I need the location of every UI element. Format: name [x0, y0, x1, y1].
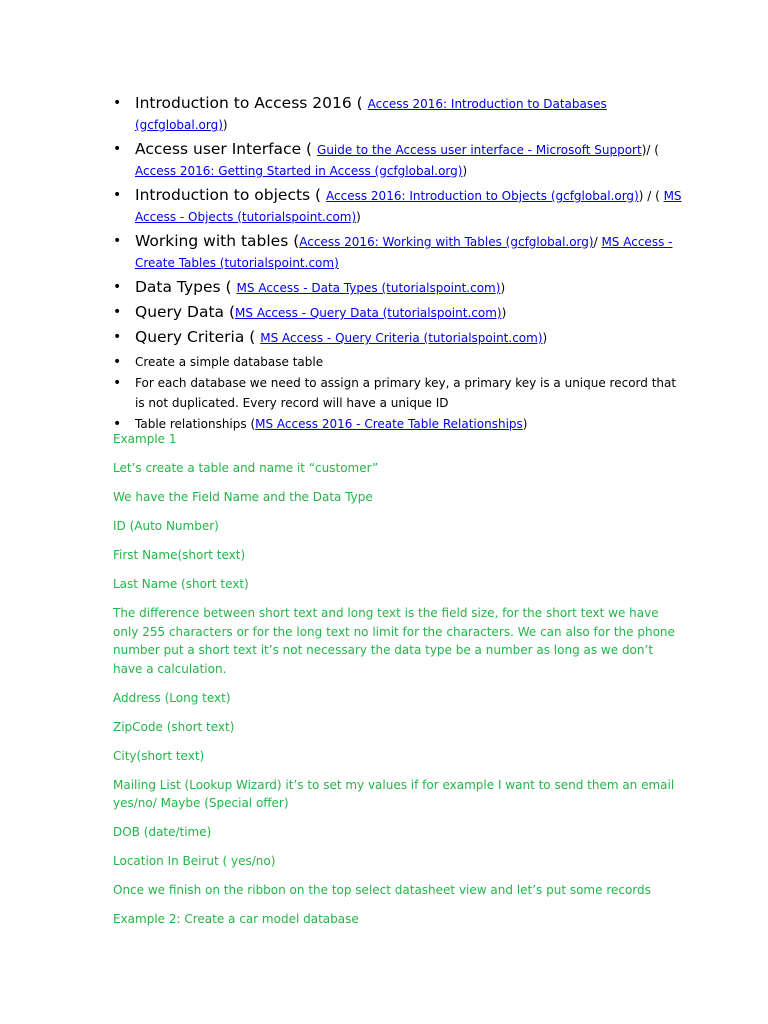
note-paragraph: We have the Field Name and the Data Type [113, 490, 373, 504]
topic-title: Introduction to Access 2016 ( [135, 94, 363, 112]
topic-title: Data Types ( [135, 278, 232, 296]
note-paragraph: ZipCode (short text) [113, 719, 235, 734]
topic-link[interactable]: Access 2016: Working with Tables (gcfglobal.org) [299, 235, 594, 249]
topic-link[interactable]: Guide to the Access user interface - Microsoft Support [317, 143, 642, 157]
topic-item [113, 277, 683, 298]
note-paragraph: First Name(short text) [113, 548, 246, 562]
note-paragraph: ID (Auto Number) [113, 519, 219, 533]
note-paragraph: The difference between short text and long text is the field size, for the short text we have only 255 characters or for the long text no limit for the characters. We can also for the phone number put a short text it’s not necessary the data type be a number as long as we don’t have a calculation. [113, 606, 675, 676]
separator: ) [542, 331, 548, 345]
topic-item [113, 93, 683, 135]
topic-item [113, 231, 683, 273]
topic-title: Query Data ( [135, 303, 236, 321]
separator: )/ ( [641, 143, 659, 157]
separator: ) [522, 417, 528, 431]
note-paragraph: Mailing List (Lookup Wizard) it’s to set my values if for example I want to send them an email yes/no/ Maybe (Special offer) [113, 777, 675, 810]
topic-link[interactable]: Access 2016: Introduction to Objects (gcfglobal.org) [326, 189, 639, 203]
list-item-text: For each database we need to assign a primary key, a primary key is a unique record that is not duplicated. Every record will have a unique ID [135, 376, 677, 410]
list-item [113, 352, 683, 372]
topic-item [113, 185, 683, 227]
bullet-icon: • [113, 329, 122, 345]
separator: ) [222, 118, 228, 132]
topic-title: Query Criteria ( [135, 328, 256, 346]
notes-section [113, 430, 678, 939]
separator: ) / ( [638, 189, 664, 203]
list-item-text: Create a simple database table [135, 355, 324, 369]
note-paragraph: Location In Beirut ( yes/no) [113, 854, 276, 868]
note-paragraph: DOB (date/time) [113, 825, 212, 839]
list-item [113, 373, 683, 413]
list-item-text: Table relationships ( [135, 417, 256, 431]
topic-link[interactable]: MS Access - Query Data (tutorialspoint.com) [235, 306, 502, 320]
note-paragraph: Example 1 [113, 432, 177, 446]
topic-link[interactable]: MS Access - Data Types (tutorialspoint.com) [236, 281, 501, 295]
separator: ) [501, 306, 507, 320]
topic-link[interactable]: MS Access - Query Criteria (tutorialspoint.com) [260, 331, 543, 345]
topic-item [113, 302, 683, 323]
bullet-icon: • [113, 416, 122, 432]
note-paragraph: City(short text) [113, 748, 205, 763]
topic-item [113, 139, 683, 181]
bullet-icon: • [113, 95, 122, 111]
relationships-link[interactable]: MS Access 2016 - Create Table Relationships [255, 417, 523, 431]
bullet-icon: • [113, 304, 122, 320]
note-paragraph: Once we finish on the ribbon on the top select datasheet view and let’s put some records [113, 883, 651, 897]
topic-link[interactable]: Access 2016: Getting Started in Access (gcfglobal.org) [135, 164, 463, 178]
topic-list [113, 93, 683, 435]
note-paragraph: Example 2: Create a car model database [113, 912, 359, 926]
topic-link[interactable]: Access 2016: Introduction to Databases (gcfglobal.org) [135, 97, 607, 132]
note-paragraph: Last Name (short text) [113, 577, 249, 591]
separator: ) [356, 210, 361, 224]
bullet-icon: • [113, 354, 122, 370]
topic-item [113, 327, 683, 348]
note-paragraph: Address (Long text) [113, 690, 231, 705]
separator: ) [500, 281, 506, 295]
topic-link[interactable]: MS Access - Create Tables (tutorialspoint.com) [135, 235, 673, 270]
separator: ) [462, 164, 468, 178]
topic-link[interactable]: MS Access - Objects (tutorialspoint.com) [135, 189, 682, 224]
bullet-icon: • [113, 279, 122, 295]
bullet-icon: • [113, 375, 122, 391]
topic-title: Introduction to objects ( [135, 186, 322, 204]
bullet-icon: • [113, 187, 122, 203]
topic-title: Working with tables ( [135, 232, 300, 250]
topic-title: Access user Interface ( [135, 140, 313, 158]
separator: / [593, 235, 602, 249]
bullet-icon: • [113, 233, 122, 249]
note-paragraph: Let’s create a table and name it “customer” [113, 461, 379, 475]
bullet-icon: • [113, 141, 122, 157]
